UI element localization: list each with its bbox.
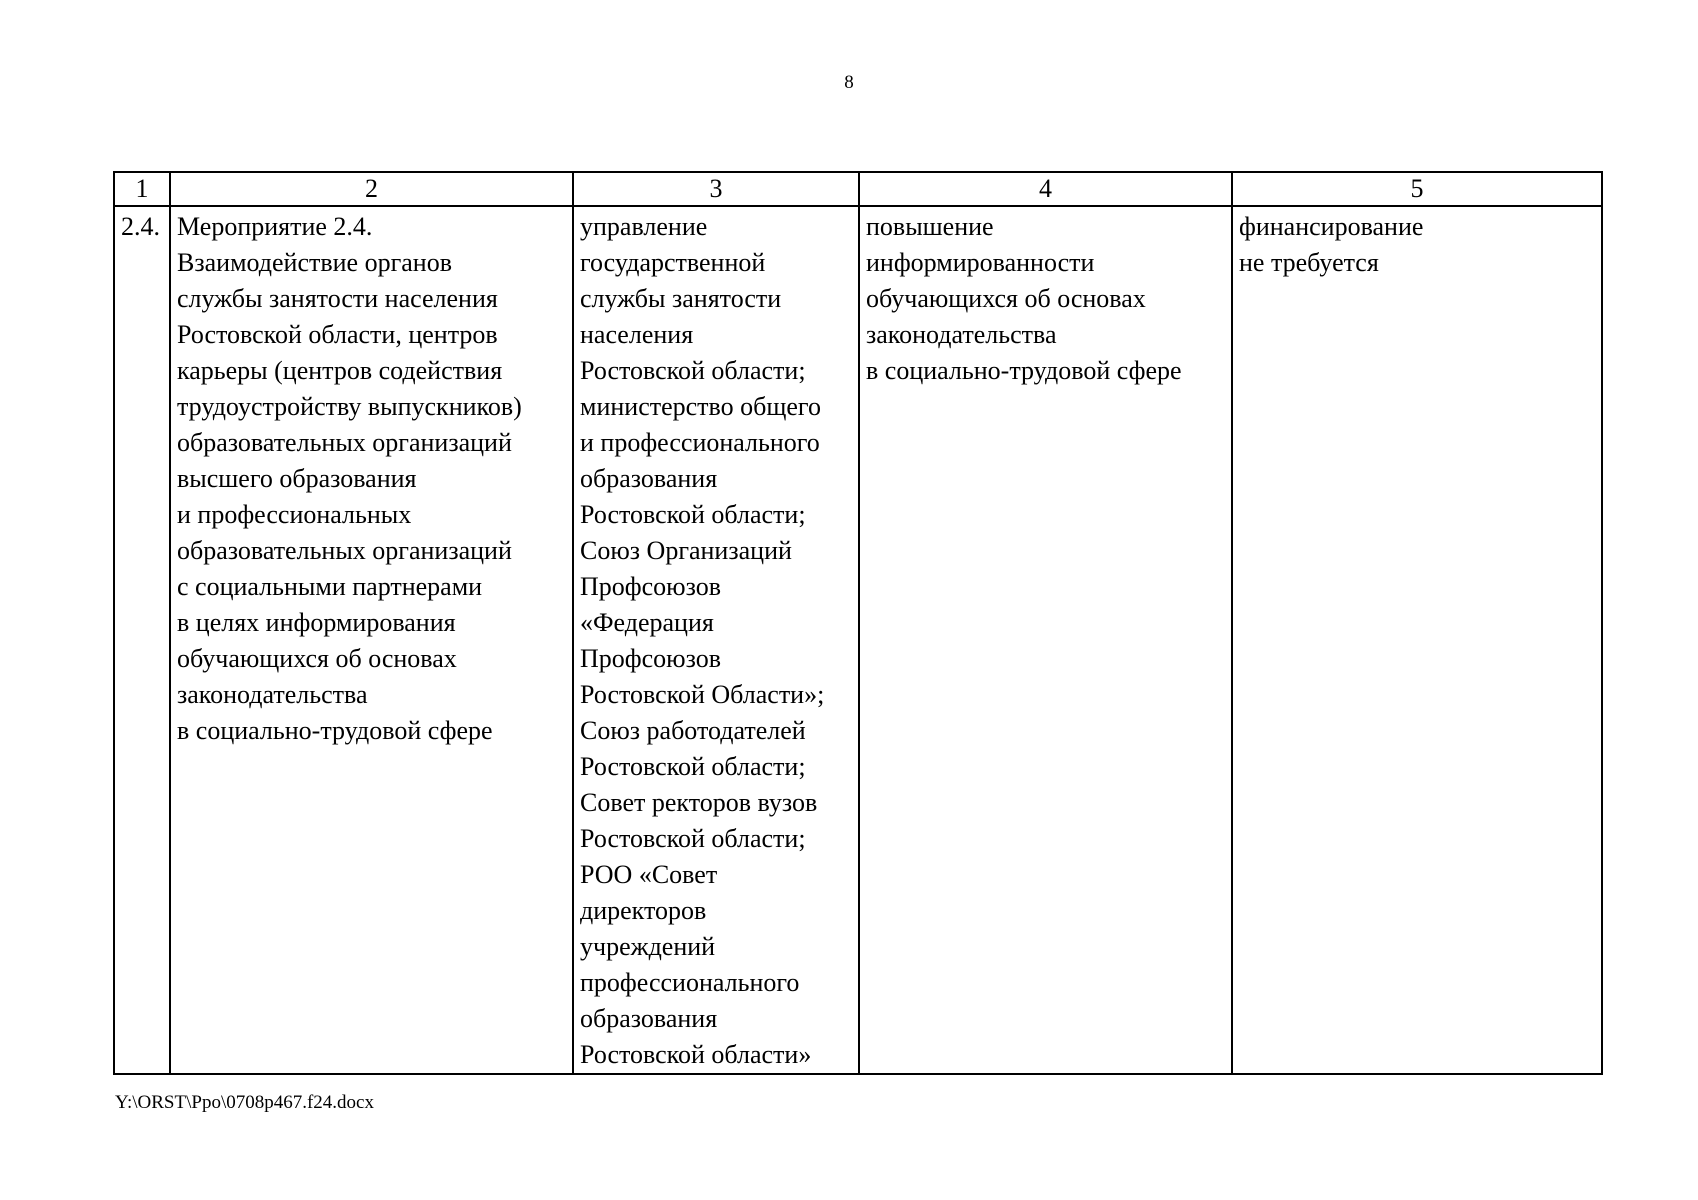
cell-text-line: министерство общего — [580, 392, 821, 421]
cell-text-line: директоров — [580, 896, 707, 925]
cell-text-line: государственной — [580, 248, 766, 277]
cell-text-line: повышение — [866, 212, 994, 241]
cell-text-line: образовательных организаций — [177, 428, 512, 457]
cell-text-line: законодательства — [866, 320, 1057, 349]
expected-result-cell — [859, 206, 1232, 1074]
cell-text-line: РОО «Совет — [580, 860, 718, 889]
cell-text-line: обучающихся об основах — [866, 284, 1146, 313]
column-header-2: 2 — [170, 172, 573, 206]
cell-text-line: Ростовской Области»; — [580, 680, 825, 709]
cell-text-line: карьеры (центров содействия — [177, 356, 503, 385]
row-number-cell — [114, 206, 170, 1074]
cell-text-line: и профессионального — [580, 428, 820, 457]
cell-text-line: «Федерация — [580, 608, 714, 637]
cell-text-line: управление — [580, 212, 708, 241]
column-header-3: 3 — [573, 172, 859, 206]
cell-text-line: Профсоюзов — [580, 572, 721, 601]
cell-text-line: образования — [580, 464, 718, 493]
cell-text-line: Ростовской области; — [580, 824, 806, 853]
cell-text-line: учреждений — [580, 932, 716, 961]
row-number: 2.4. — [121, 212, 160, 241]
cell-text-line: Совет ректоров вузов — [580, 788, 818, 817]
cell-text-line: Ростовской области, центров — [177, 320, 498, 349]
cell-text-line: Ростовской области; — [580, 752, 806, 781]
cell-text-line: Союз работодателей — [580, 716, 806, 745]
cell-text-line: высшего образования — [177, 464, 417, 493]
cell-text-line: Профсоюзов — [580, 644, 721, 673]
cell-text-line: в социально-трудовой сфере — [866, 356, 1182, 385]
cell-text-line: не требуется — [1239, 248, 1379, 277]
cell-text-line: с социальными партнерами — [177, 572, 483, 601]
cell-text-line: в социально-трудовой сфере — [177, 716, 493, 745]
cell-text-line: профессионального — [580, 968, 800, 997]
cell-text-line: в целях информирования — [177, 608, 456, 637]
financing-cell — [1232, 206, 1602, 1074]
column-header-1: 1 — [114, 172, 170, 206]
cell-text-line: трудоустройству выпускников) — [177, 392, 522, 421]
table-row — [114, 206, 1602, 1074]
cell-text-line: населения — [580, 320, 694, 349]
column-header-4: 4 — [859, 172, 1232, 206]
cell-text-line: Ростовской области; — [580, 356, 806, 385]
page-number: 8 — [844, 72, 854, 93]
cell-text-line: информированности — [866, 248, 1095, 277]
cell-text-line: Мероприятие 2.4. — [177, 212, 373, 241]
cell-text-line: образования — [580, 1004, 718, 1033]
measures-table — [113, 171, 1603, 1075]
cell-text-line: образовательных организаций — [177, 536, 512, 565]
measure-description-cell — [170, 206, 573, 1074]
cell-text-line: финансирование — [1239, 212, 1424, 241]
cell-text-line: законодательства — [177, 680, 368, 709]
cell-text-line: Ростовской области; — [580, 500, 806, 529]
cell-text-line: обучающихся об основах — [177, 644, 457, 673]
cell-text-line: службы занятости — [580, 284, 782, 313]
cell-text-line: Взаимодействие органов — [177, 248, 452, 277]
cell-text-line: Союз Организаций — [580, 536, 792, 565]
cell-text-line: Ростовской области» — [580, 1040, 812, 1069]
responsible-executors-cell — [573, 206, 859, 1074]
cell-text-line: и профессиональных — [177, 500, 412, 529]
column-header-5: 5 — [1232, 172, 1602, 206]
header-row — [114, 172, 1602, 206]
cell-text-line: службы занятости населения — [177, 284, 498, 313]
file-path-footer: Y:\ORST\Ppo\0708p467.f24.docx — [115, 1092, 374, 1113]
